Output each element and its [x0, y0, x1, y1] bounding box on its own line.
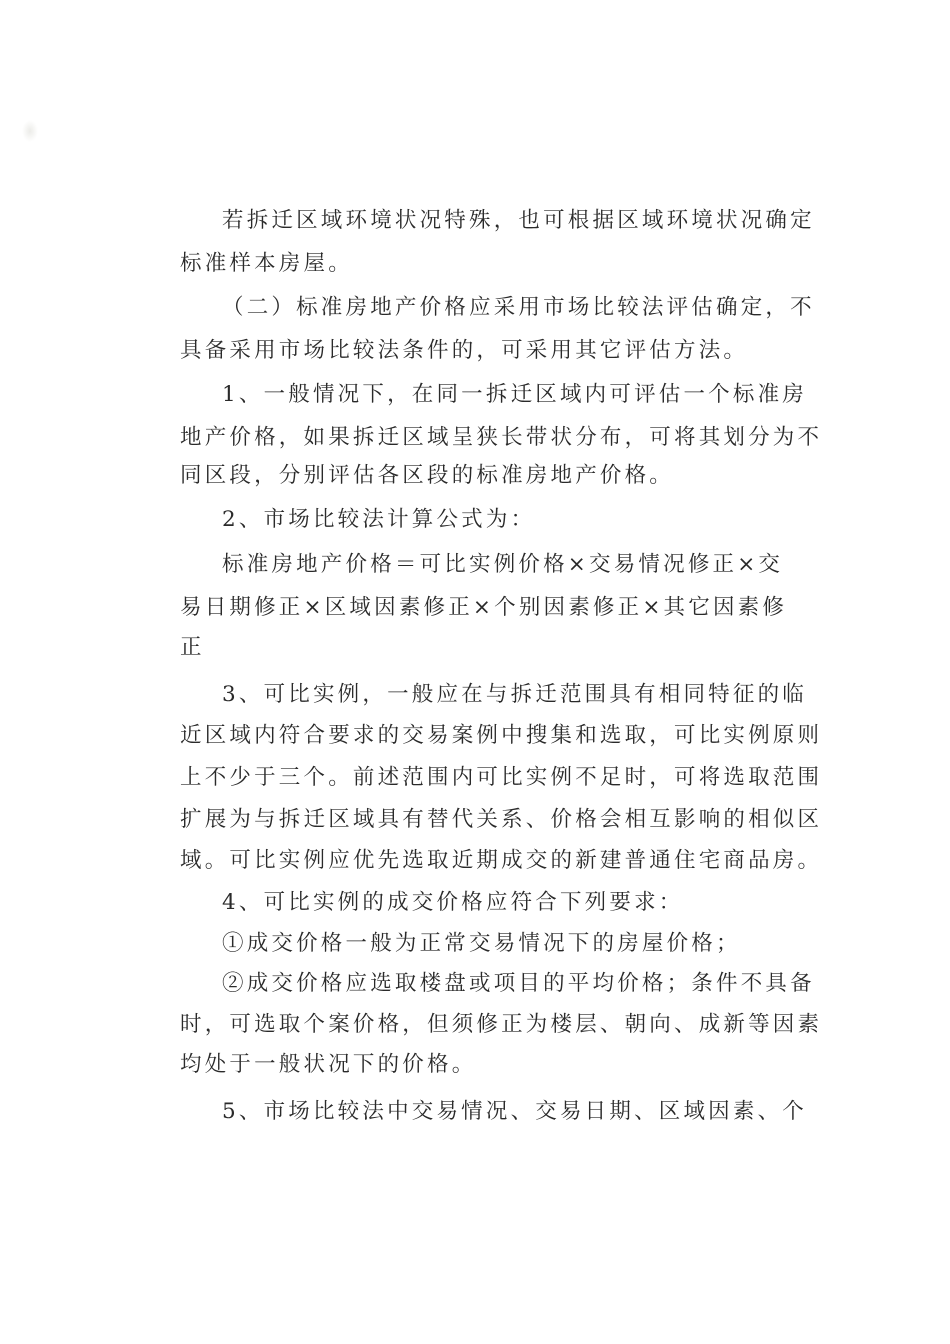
- text-line: 近区域内符合要求的交易案例中搜集和选取，可比实例原则: [180, 723, 823, 748]
- text-line: 标准样本房屋。: [180, 251, 353, 276]
- text-line: 同区段，分别评估各区段的标准房地产价格。: [180, 463, 675, 488]
- text-line: 5、市场比较法中交易情况、交易日期、区域因素、个: [222, 1099, 807, 1124]
- text-line: ①成交价格一般为正常交易情况下的房屋价格；: [222, 931, 741, 956]
- text-line: 具备采用市场比较法条件的，可采用其它评估方法。: [180, 338, 749, 363]
- text-line: 1、一般情况下，在同一拆迁区域内可评估一个标准房: [222, 382, 807, 407]
- text-line: 地产价格，如果拆迁区域呈狭长带状分布，可将其划分为不: [180, 425, 823, 450]
- text-line: 时，可选取个案价格，但须修正为楼层、朝向、成新等因素: [180, 1012, 823, 1037]
- text-line: 2、市场比较法计算公式为：: [222, 507, 536, 532]
- text-line: 域。可比实例应优先选取近期成交的新建普通住宅商品房。: [180, 848, 823, 873]
- text-line: 正: [180, 635, 205, 660]
- text-line: 3、可比实例，一般应在与拆迁范围具有相同特征的临: [222, 682, 807, 707]
- text-line: 若拆迁区域环境状况特殊，也可根据区域环境状况确定: [222, 208, 815, 233]
- text-line: 扩展为与拆迁区域具有替代关系、价格会相互影响的相似区: [180, 807, 823, 832]
- scan-mark: [22, 120, 38, 142]
- text-line: 上不少于三个。前述范围内可比实例不足时，可将选取范围: [180, 765, 823, 790]
- text-line: 标准房地产价格＝可比实例价格×交易情况修正×交: [222, 552, 784, 577]
- text-line: ②成交价格应选取楼盘或项目的平均价格；条件不具备: [222, 971, 815, 996]
- text-line: 易日期修正×区域因素修正×个别因素修正×其它因素修: [180, 595, 788, 620]
- text-line: 均处于一般状况下的价格。: [180, 1052, 477, 1077]
- text-line: 4、可比实例的成交价格应符合下列要求：: [222, 890, 684, 915]
- text-line: （二）标准房地产价格应采用市场比较法评估确定，不: [222, 295, 815, 320]
